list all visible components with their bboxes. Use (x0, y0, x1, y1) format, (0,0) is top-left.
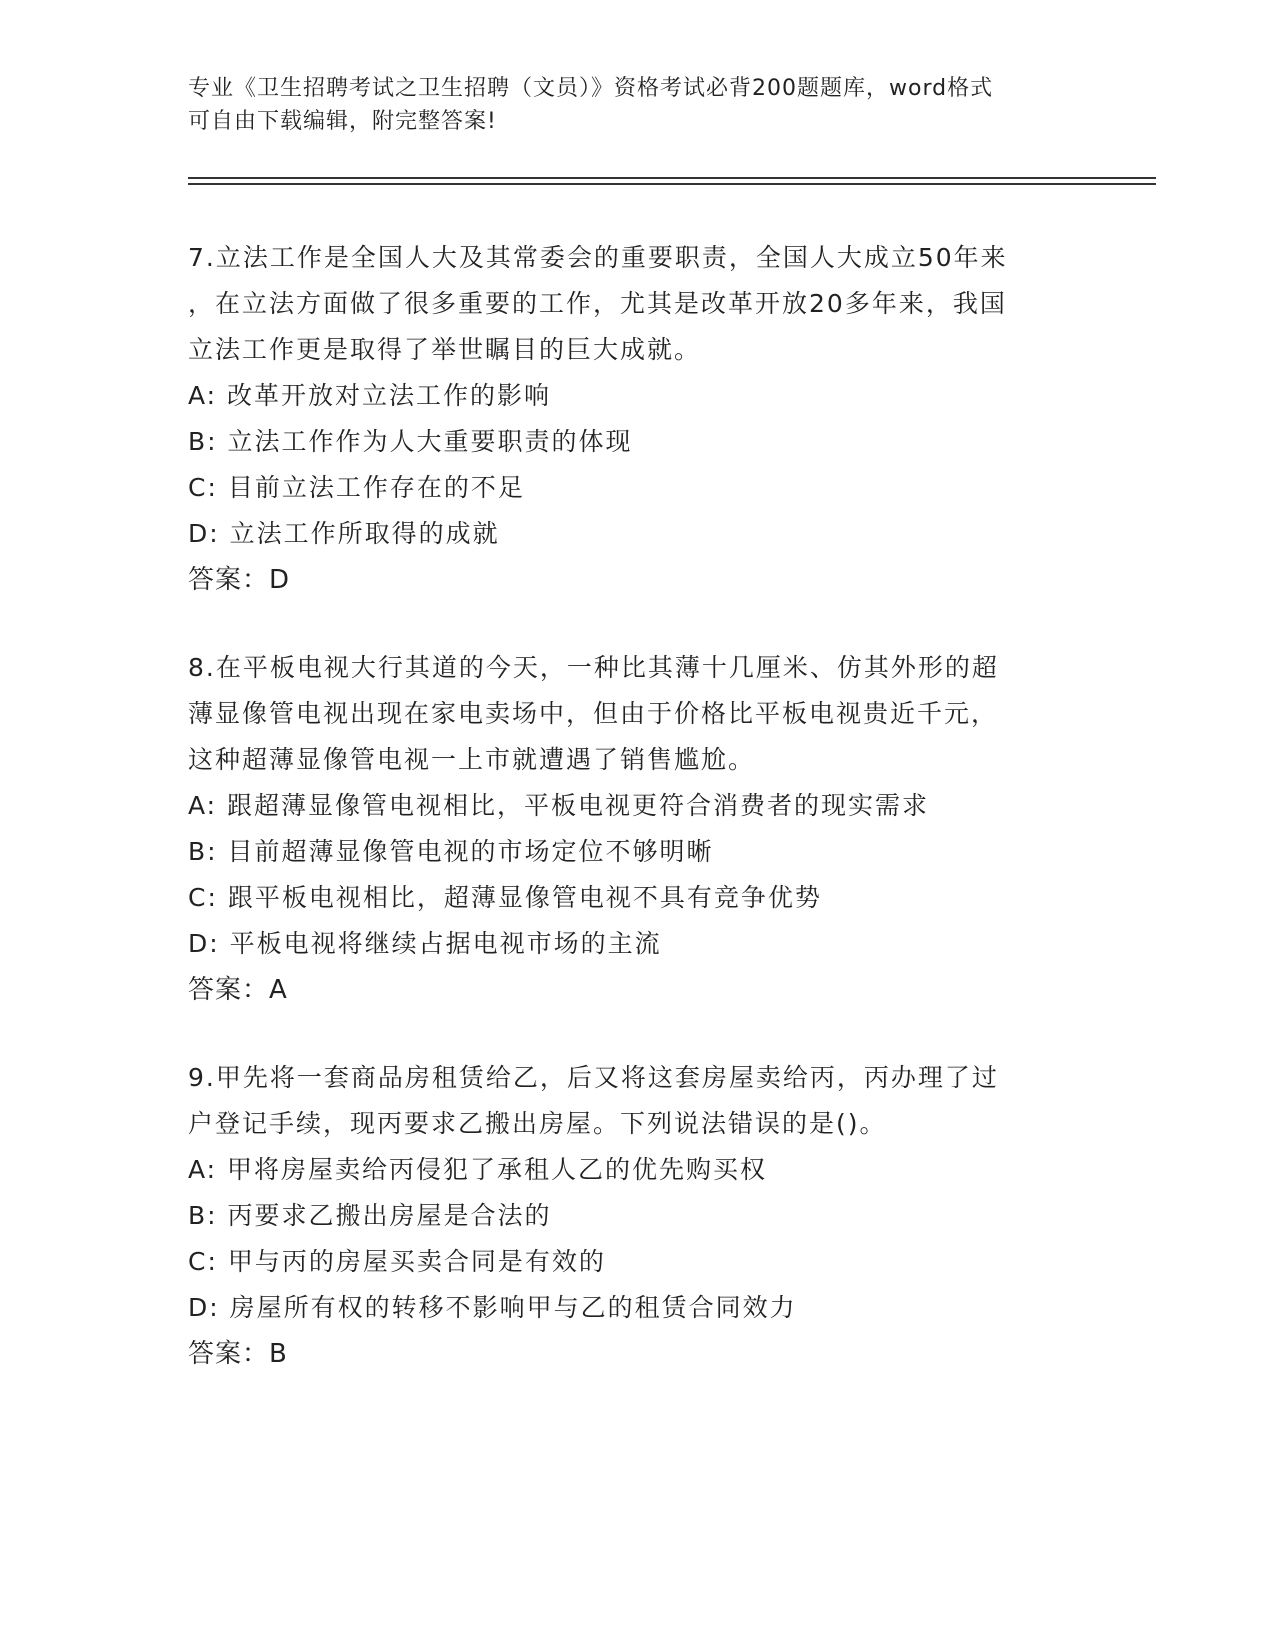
question-stem-line: 8.在平板电视大行其道的今天，一种比其薄十几厘米、仿其外形的超 (188, 653, 999, 682)
option-a: A: 改革开放对立法工作的影响 (188, 381, 552, 410)
question-stem-line: 9.甲先将一套商品房租赁给乙，后又将这套房屋卖给丙，丙办理了过 (188, 1063, 999, 1092)
document-header (188, 72, 1068, 138)
header-divider-top (188, 177, 1156, 179)
option-c: C: 目前立法工作存在的不足 (188, 473, 525, 502)
option-d: D: 房屋所有权的转移不影响甲与乙的租赁合同效力 (188, 1293, 797, 1322)
answer-line: 答案：D (188, 565, 291, 595)
question-7 (188, 235, 1088, 603)
question-stem-line: 这种超薄显像管电视一上市就遭遇了销售尴尬。 (188, 745, 756, 774)
option-b: B: 目前超薄显像管电视的市场定位不够明晰 (188, 837, 714, 866)
option-a: A: 甲将房屋卖给丙侵犯了承租人乙的优先购买权 (188, 1155, 768, 1184)
answer-line: 答案：A (188, 975, 288, 1005)
header-line-1: 专业《卫生招聘考试之卫生招聘（文员）》资格考试必背200题题库，word格式 (188, 76, 994, 101)
option-b: B: 丙要求乙搬出房屋是合法的 (188, 1201, 552, 1230)
option-a: A: 跟超薄显像管电视相比，平板电视更符合消费者的现实需求 (188, 791, 930, 820)
option-b: B: 立法工作作为人大重要职责的体现 (188, 427, 633, 456)
question-stem-line: 7.立法工作是全国人大及其常委会的重要职责，全国人大成立50年来 (188, 243, 1008, 272)
question-stem-line: 立法工作更是取得了举世瞩目的巨大成就。 (188, 335, 702, 364)
answer-line: 答案：B (188, 1339, 288, 1369)
option-c: C: 甲与丙的房屋买卖合同是有效的 (188, 1247, 606, 1276)
header-line-2: 可自由下载编辑，附完整答案! (188, 109, 497, 134)
question-stem-line: 薄显像管电视出现在家电卖场中，但由于价格比平板电视贵近千元， (188, 699, 999, 728)
option-d: D: 平板电视将继续占据电视市场的主流 (188, 929, 662, 958)
question-8 (188, 645, 1088, 1013)
header-divider-bottom (188, 183, 1156, 185)
question-stem-line: ，在立法方面做了很多重要的工作，尤其是改革开放20多年来，我国 (188, 289, 1007, 318)
option-d: D: 立法工作所取得的成就 (188, 519, 500, 548)
option-c: C: 跟平板电视相比，超薄显像管电视不具有竞争优势 (188, 883, 822, 912)
question-9 (188, 1055, 1088, 1377)
question-stem-line: 户登记手续，现丙要求乙搬出房屋。下列说法错误的是()。 (188, 1109, 887, 1138)
